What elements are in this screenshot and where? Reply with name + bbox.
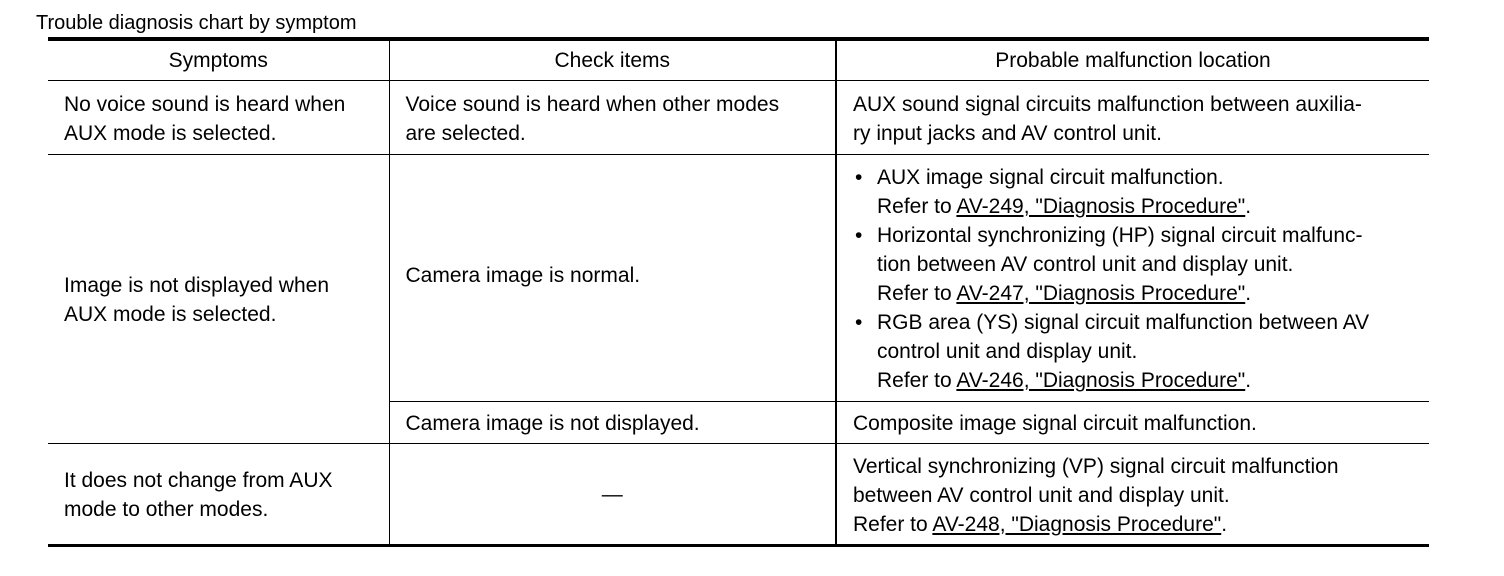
symptom-cell: [48, 155, 389, 444]
location-line: Composite image signal circuit malfunction.: [853, 412, 1257, 435]
location-cell: [836, 444, 1429, 546]
list-item: [853, 221, 1421, 308]
check-item-cell: [389, 155, 836, 402]
refer-prefix: Refer to: [877, 195, 957, 218]
location-line: Vertical synchronizing (VP) signal circuit malfunction: [853, 454, 1339, 478]
location-line: ry input jacks and AV control unit.: [853, 121, 1162, 145]
bullet-icon: •: [855, 166, 863, 189]
refer-prefix: Refer to: [877, 369, 957, 392]
location-line: RGB area (YS) signal circuit malfunction between AV: [877, 311, 1370, 334]
location-cell: [836, 81, 1429, 155]
table-row: [48, 81, 1429, 155]
location-line: AUX image signal circuit malfunction.: [877, 166, 1224, 189]
header-malfunction-location: Probable malfunction location: [836, 39, 1429, 81]
location-cell: [836, 402, 1429, 444]
header-symptoms: Symptoms: [48, 39, 389, 81]
bullet-icon: •: [855, 224, 863, 247]
table-row: [48, 444, 1429, 546]
symptom-line: No voice sound is heard when: [64, 92, 346, 116]
document-title: Trouble diagnosis chart by symptom: [36, 12, 357, 34]
check-line: Camera image is normal.: [405, 263, 641, 287]
location-line: between AV control unit and display unit.: [853, 483, 1230, 507]
reference-link-av-246[interactable]: AV-246, "Diagnosis Procedure": [956, 369, 1246, 392]
location-line: Horizontal synchronizing (HP) signal circuit malfunc-: [877, 224, 1363, 247]
refer-suffix: .: [1245, 282, 1252, 305]
bullet-icon: •: [855, 311, 863, 334]
dash-mark: —: [601, 482, 623, 506]
location-line: tion between AV control unit and display unit.: [877, 253, 1294, 276]
symptom-line: It does not change from AUX: [64, 469, 333, 492]
symptom-line: AUX mode is selected.: [64, 121, 277, 145]
table-row: [48, 155, 1429, 402]
refer-suffix: .: [1245, 369, 1252, 392]
header-check-items: Check items: [389, 39, 836, 81]
symptom-line: AUX mode is selected.: [64, 303, 277, 326]
refer-prefix: Refer to: [877, 282, 957, 305]
reference-link-av-249[interactable]: AV-249, "Diagnosis Procedure": [956, 195, 1246, 218]
location-line: AUX sound signal circuits malfunction between auxilia-: [853, 92, 1362, 116]
check-line: are selected.: [405, 121, 526, 145]
symptom-cell: [48, 81, 389, 155]
refer-suffix: .: [1245, 195, 1252, 218]
check-item-cell: [389, 402, 836, 444]
symptom-cell: [48, 444, 389, 546]
symptom-line: Image is not displayed when: [64, 274, 329, 297]
refer-prefix: Refer to: [853, 512, 933, 536]
diagnosis-table: [48, 37, 1429, 547]
list-item: [853, 308, 1421, 395]
check-item-cell: [389, 81, 836, 155]
malfunction-list: [853, 163, 1421, 395]
location-line: control unit and display unit.: [877, 340, 1138, 363]
location-cell: [836, 155, 1429, 402]
table-header-row: [48, 39, 1429, 81]
list-item: [853, 163, 1421, 221]
refer-suffix: .: [1221, 512, 1228, 536]
check-item-cell: [389, 444, 836, 546]
symptom-line: mode to other modes.: [64, 498, 269, 521]
reference-link-av-247[interactable]: AV-247, "Diagnosis Procedure": [956, 282, 1246, 305]
reference-link-av-248[interactable]: AV-248, "Diagnosis Procedure": [932, 512, 1222, 536]
check-line: Camera image is not displayed.: [405, 412, 700, 435]
check-line: Voice sound is heard when other modes: [405, 92, 780, 116]
